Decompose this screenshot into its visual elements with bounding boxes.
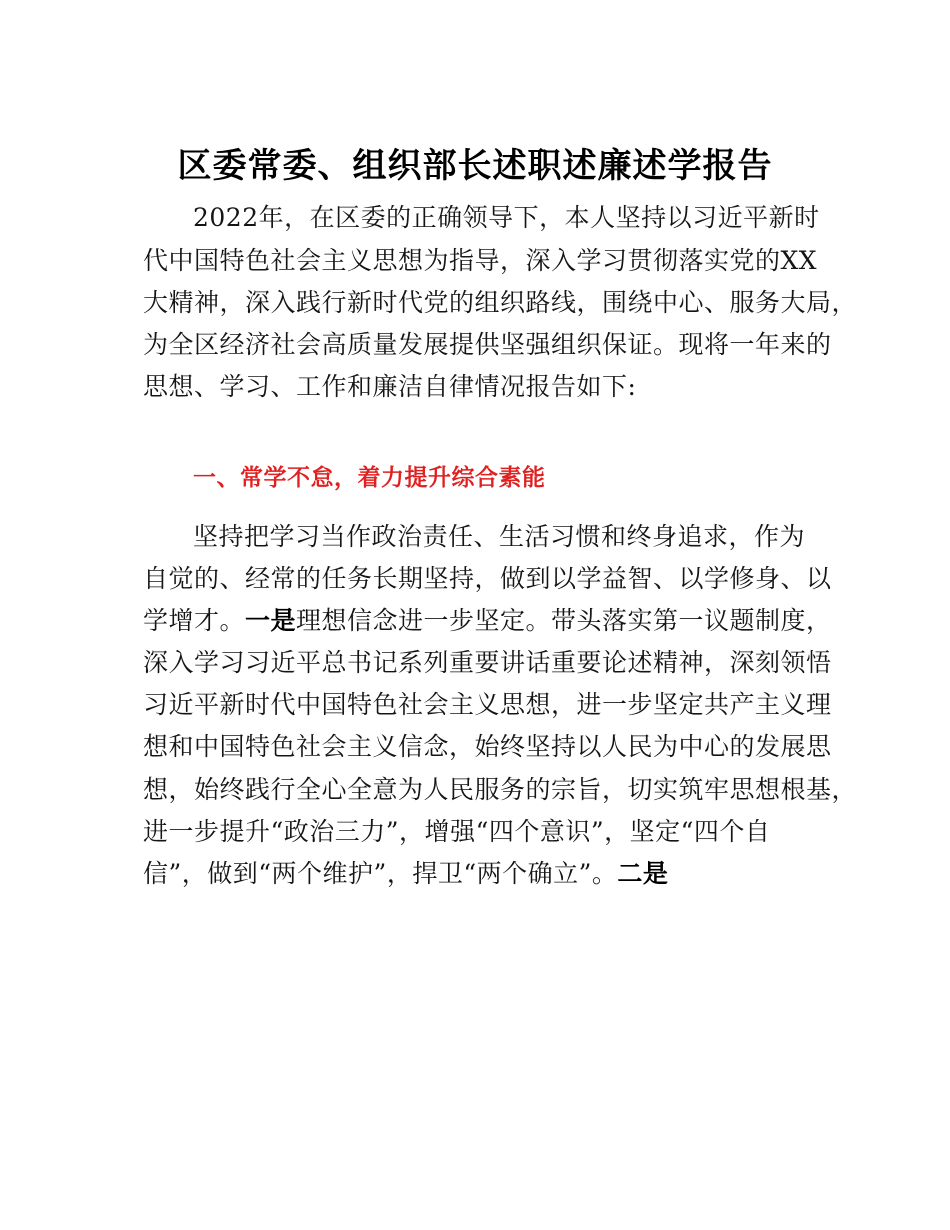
body-line-prefix: 信”，做到“两个维护”，捍卫“两个确立”。 <box>143 859 618 888</box>
body-line <box>143 601 832 641</box>
intro-line: 为全区经济社会高质量发展提供坚强组织保证。现将一年来的 <box>143 330 832 359</box>
bold-marker: 二是 <box>617 859 669 888</box>
body-line <box>143 854 668 894</box>
section-heading: 一、常学不怠，着力提升综合素能 <box>193 465 546 491</box>
intro-line: 思想、学习、工作和廉洁自律情况报告如下: <box>143 372 637 401</box>
body-line-suffix: 理想信念进一步坚定。带头落实第一议题制度， <box>296 606 832 635</box>
intro-line: 代中国特色社会主义思想为指导，深入学习贯彻落实党的XX <box>143 246 818 275</box>
body-line: 深入学习习近平总书记系列重要讲话重要论述精神，深刻领悟 <box>143 648 832 677</box>
body-line: 想，始终践行全心全意为人民服务的宗旨，切实筑牢思想根基， <box>143 775 858 804</box>
document-title: 区委常委、组织部长述职述廉述学报告 <box>177 146 773 186</box>
body-line: 习近平新时代中国特色社会主义思想，进一步坚定共产主义理 <box>143 690 832 719</box>
body-line: 进一步提升“政治三力”，增强“四个意识”，坚定“四个自 <box>143 817 771 846</box>
body-line: 坚持把学习当作政治责任、生活习惯和终身追求，作为 <box>193 522 806 551</box>
body-line: 想和中国特色社会主义信念，始终坚持以人民为中心的发展思 <box>143 732 832 761</box>
intro-line: 2022年，在区委的正确领导下，本人坚持以习近平新时 <box>193 203 820 232</box>
bold-marker: 一是 <box>245 606 297 635</box>
body-line: 自觉的、经常的任务长期坚持，做到以学益智、以学修身、以 <box>143 564 832 593</box>
intro-line: 大精神，深入践行新时代党的组织路线，围绕中心、服务大局， <box>143 288 858 317</box>
body-line-prefix: 学增才。 <box>143 606 246 635</box>
